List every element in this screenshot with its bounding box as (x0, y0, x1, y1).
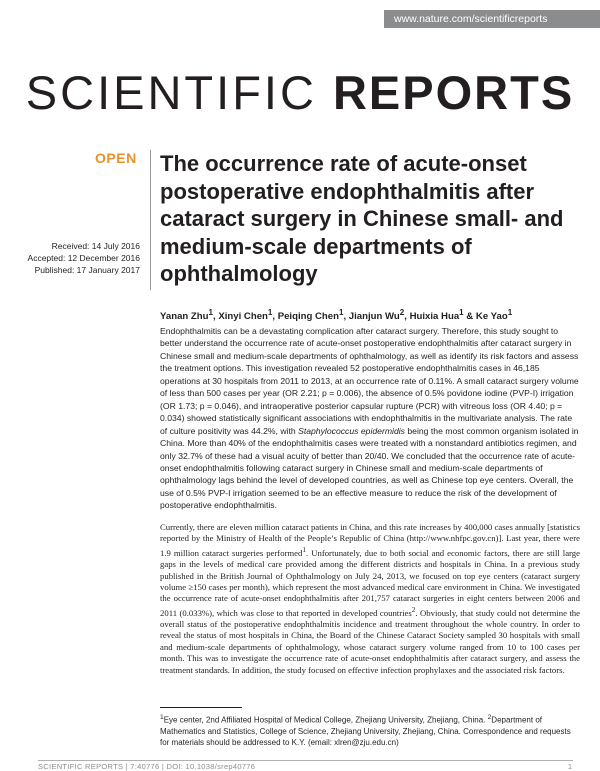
author-name: Huixia Hua (409, 311, 460, 323)
author-affiliation: 1 (338, 308, 344, 317)
abstract-text: being the most common organism isolated in China. More than 40% of the endophthalmitis cases were treated with a nonstandard antibiotics regimen, and only 32.7% of these had a visual acuity of better than 20/40. We concluded that the occurrence rate of acute-onset endophthalmitis following cataract surgery in Chinese small and medium-scale departments of ophthalmology lags behind the level of developed countries, as well as Chinese top eye centers. Overall, the use of 0.5% PVP-I irrigation seemed to be an effective measure to reduce the risk of the development of postoperative endophthalmitis. (160, 425, 579, 511)
citation-ref[interactable]: 2 (411, 605, 416, 614)
article-dates (28, 240, 140, 276)
abstract-text: Endophthalmitis can be a devastating complication after cataract surgery. Therefore, this study sought to better understand the occurrence rate of acute-onset postoperative endophthalmitis after cataract surgery in Chinese small and medium-scale departments of ophthalmology, as well as identify its risk factors and assess the treatment options. This investigation revealed 52 postoperative endophthalmitis cases in 46,185 operations at 30 hospitals from 2011 to 2013, at an occurrence rate of 0.11%. A small cataract surgery volume of less than 500 cases per year (OR 2.21; p = 0.006), the absence of 0.5% povidone iodine (PVP-I) irrigation (OR 1.73; p = 0.046), and intraoperative posterior capsular rupture (PCR) with vitreous loss (OR 4.40; p = 0.034) showed statistically significant associations with endophthalmitis in the multivariate analysis. The rate of culture positivity was 44.2%, with (160, 326, 579, 436)
author-affiliation: 1 (208, 308, 213, 317)
journal-masthead (0, 68, 600, 118)
footnote-rule (160, 707, 242, 708)
article-title: The occurrence rate of acute-onset postoperative endophthalmitis after cataract surgery in Chinese small- and medium-scale departments of ophthalmology (160, 151, 564, 286)
author-list (160, 308, 580, 322)
author-name: Jianjun Wu (348, 311, 400, 323)
author-affiliation: 1 (459, 308, 464, 317)
affiliation-text: Department of Mathematics and Statistics, College of Science, Zhejiang University, Zhejiang, China. Correspondence and requests for materials should be addressed to K.Y. (email: xlren@zju.edu.cn) (160, 715, 571, 747)
footer-citation: SCIENTIFIC REPORTS | 7:40776 | DOI: 10.1038/srep40776 (38, 762, 256, 771)
open-access-label: OPEN (95, 150, 137, 166)
accepted-date: Accepted: 12 December 2016 (27, 253, 140, 263)
introduction-paragraph (160, 522, 580, 676)
body-text: . Unfortunately, due to both social and economic factors, there are still large gaps in the levels of medical care provided among the different districts and hospitals in China. In a previous study published in the British Journal of Ophthalmology on July 24, 2013, we focused on top eye centers (cataract surgery volume ≥150 cases per month), which represent the most advanced medical care environment in China. We investigated the occurrence rate of acute-onset endophthalmitis after 201,757 cataract surgeries in eight centers between 2006 and 2011 (0.033%), which was close to that reported in developed countries (160, 547, 580, 618)
published-date: Published: 17 January 2017 (34, 265, 140, 275)
author-name: Peiqing Chen (277, 311, 339, 323)
abstract (160, 325, 580, 512)
author-name: Yanan Zhu (160, 311, 209, 323)
author-affiliation: 1 (507, 308, 513, 317)
author-name: Ke Yao (475, 311, 508, 323)
received-date: Received: 14 July 2016 (51, 241, 140, 251)
footer-rule (38, 760, 573, 761)
affiliation-text: Eye center, 2nd Affiliated Hospital of Medical College, Zhejiang University, Zhejiang, China. (163, 715, 488, 725)
page-number: 1 (567, 762, 572, 771)
author-affiliation: 2 (399, 308, 405, 317)
author-separator: , (404, 311, 410, 323)
journal-name-bold: REPORTS (332, 66, 575, 119)
author-separator: , (212, 311, 219, 323)
body-text: . Obviously, that study could not determine the overall status of the postoperative endophthalmitis incidence and treatment throughout the whole country. In order to reveal the status of most hospitals in China, the Board of the Chinese Cataract Society sampled 30 hospitals with small and medium-scale departments of ophthalmology, whose cataract surgery volume ranged from 10 to 100 cases per month. This was to investigate the occurrence rate of acute-onset endophthalmitis after cataract surgery, and assess the treatment standards. In addition, the study focused on effective infection prophylaxes and the associated risk factors. (160, 607, 580, 675)
title-divider (150, 150, 151, 290)
author-separator: , (343, 311, 349, 323)
journal-url[interactable]: www.nature.com/scientificreports (384, 10, 600, 28)
affiliation-mark: 1 (160, 714, 164, 721)
author-separator: & (463, 311, 476, 323)
affiliation-mark: 2 (487, 714, 492, 721)
abstract-species: Staphylococcus epidermidis (298, 425, 405, 436)
citation-ref[interactable]: 1 (302, 545, 307, 554)
author-name: Xinyi Chen (218, 311, 268, 323)
author-separator: , (272, 311, 278, 323)
author-affiliation: 1 (267, 308, 273, 317)
journal-name-light: SCIENTIFIC (25, 66, 317, 119)
affiliations-footnote (160, 712, 580, 748)
body-text: Currently, there are eleven million cataract patients in China, and this rate increases by 400,000 cases annually [statistics reported by the Ministry of Health of the People’s Republic of China (http://www.nhfpc.gov.cn)]. Last year, there were 1.9 million cataract surgeries performed (160, 522, 580, 558)
